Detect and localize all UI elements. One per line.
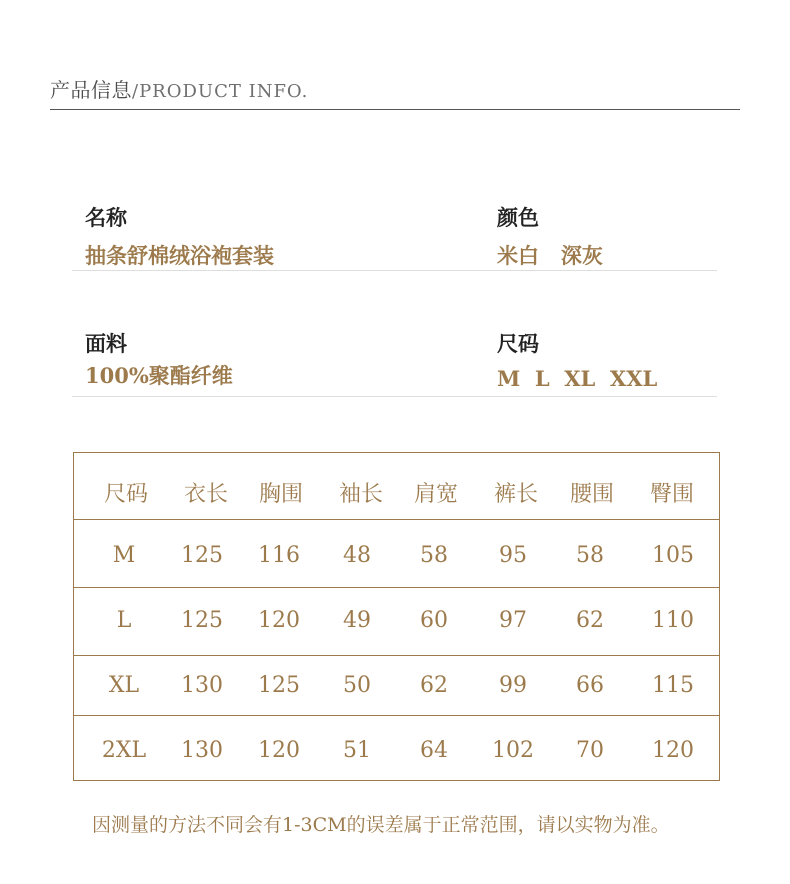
table-cell: 99: [499, 673, 527, 698]
color-value: 米白 深灰: [497, 243, 603, 268]
table-header-cell: 尺码: [103, 482, 149, 507]
table-divider: [74, 519, 719, 520]
table-header-cell: 腰围: [569, 482, 615, 507]
table-cell: 120: [258, 608, 300, 633]
fabric-value: 100%聚酯纤维: [85, 363, 233, 388]
table-cell: 130: [181, 738, 223, 763]
table-cell: L: [116, 608, 132, 633]
info-divider-2: [72, 396, 717, 397]
header-title-cn: 产品信息: [50, 78, 132, 102]
table-cell: 62: [420, 673, 448, 698]
table-cell: 58: [576, 543, 604, 568]
name-value: 抽条舒棉绒浴袍套装: [85, 243, 274, 268]
table-cell: 66: [576, 673, 604, 698]
table-cell: 125: [181, 543, 223, 568]
info-divider-1: [72, 270, 717, 271]
size-table: [73, 452, 720, 781]
table-cell: 50: [343, 673, 371, 698]
table-header-cell: 肩宽: [413, 482, 459, 507]
table-cell: 102: [492, 738, 534, 763]
table-header-cell: 臀围: [649, 482, 695, 507]
table-cell: 105: [652, 543, 694, 568]
size-label: 尺码: [497, 331, 539, 356]
table-header-cell: 衣长: [183, 482, 229, 507]
table-cell: 125: [181, 608, 223, 633]
table-divider: [74, 655, 719, 656]
table-cell: 48: [343, 543, 371, 568]
table-header-cell: 裤长: [493, 482, 539, 507]
header-divider: [50, 109, 740, 110]
table-cell: 62: [576, 608, 604, 633]
table-cell: 2XL: [101, 738, 147, 763]
table-cell: 125: [258, 673, 300, 698]
table-header-cell: 胸围: [258, 482, 304, 507]
fabric-label: 面料: [85, 331, 127, 356]
measurement-note: 因测量的方法不同会有1-3CM的误差属于正常范围，请以实物为准。: [92, 814, 670, 836]
table-cell: M: [112, 543, 136, 568]
table-cell: 49: [343, 608, 371, 633]
table-cell: 116: [258, 543, 300, 568]
table-cell: 97: [499, 608, 527, 633]
table-cell: 120: [652, 738, 694, 763]
name-label: 名称: [85, 205, 127, 230]
table-divider: [74, 715, 719, 716]
table-cell: 51: [343, 738, 371, 763]
table-divider: [74, 587, 719, 588]
table-cell: 60: [420, 608, 448, 633]
table-cell: 130: [181, 673, 223, 698]
table-cell: 110: [652, 608, 694, 633]
table-cell: 120: [258, 738, 300, 763]
table-cell: 58: [420, 543, 448, 568]
color-label: 颜色: [497, 205, 539, 230]
section-header: [50, 74, 308, 103]
table-header-cell: 袖长: [338, 482, 384, 507]
size-value: M L XL XXL: [497, 366, 658, 391]
table-cell: 115: [652, 673, 694, 698]
header-title-en: /PRODUCT INFO.: [132, 81, 309, 102]
table-cell: 64: [420, 738, 448, 763]
table-cell: 70: [576, 738, 604, 763]
table-cell: XL: [108, 673, 140, 698]
table-cell: 95: [499, 543, 527, 568]
